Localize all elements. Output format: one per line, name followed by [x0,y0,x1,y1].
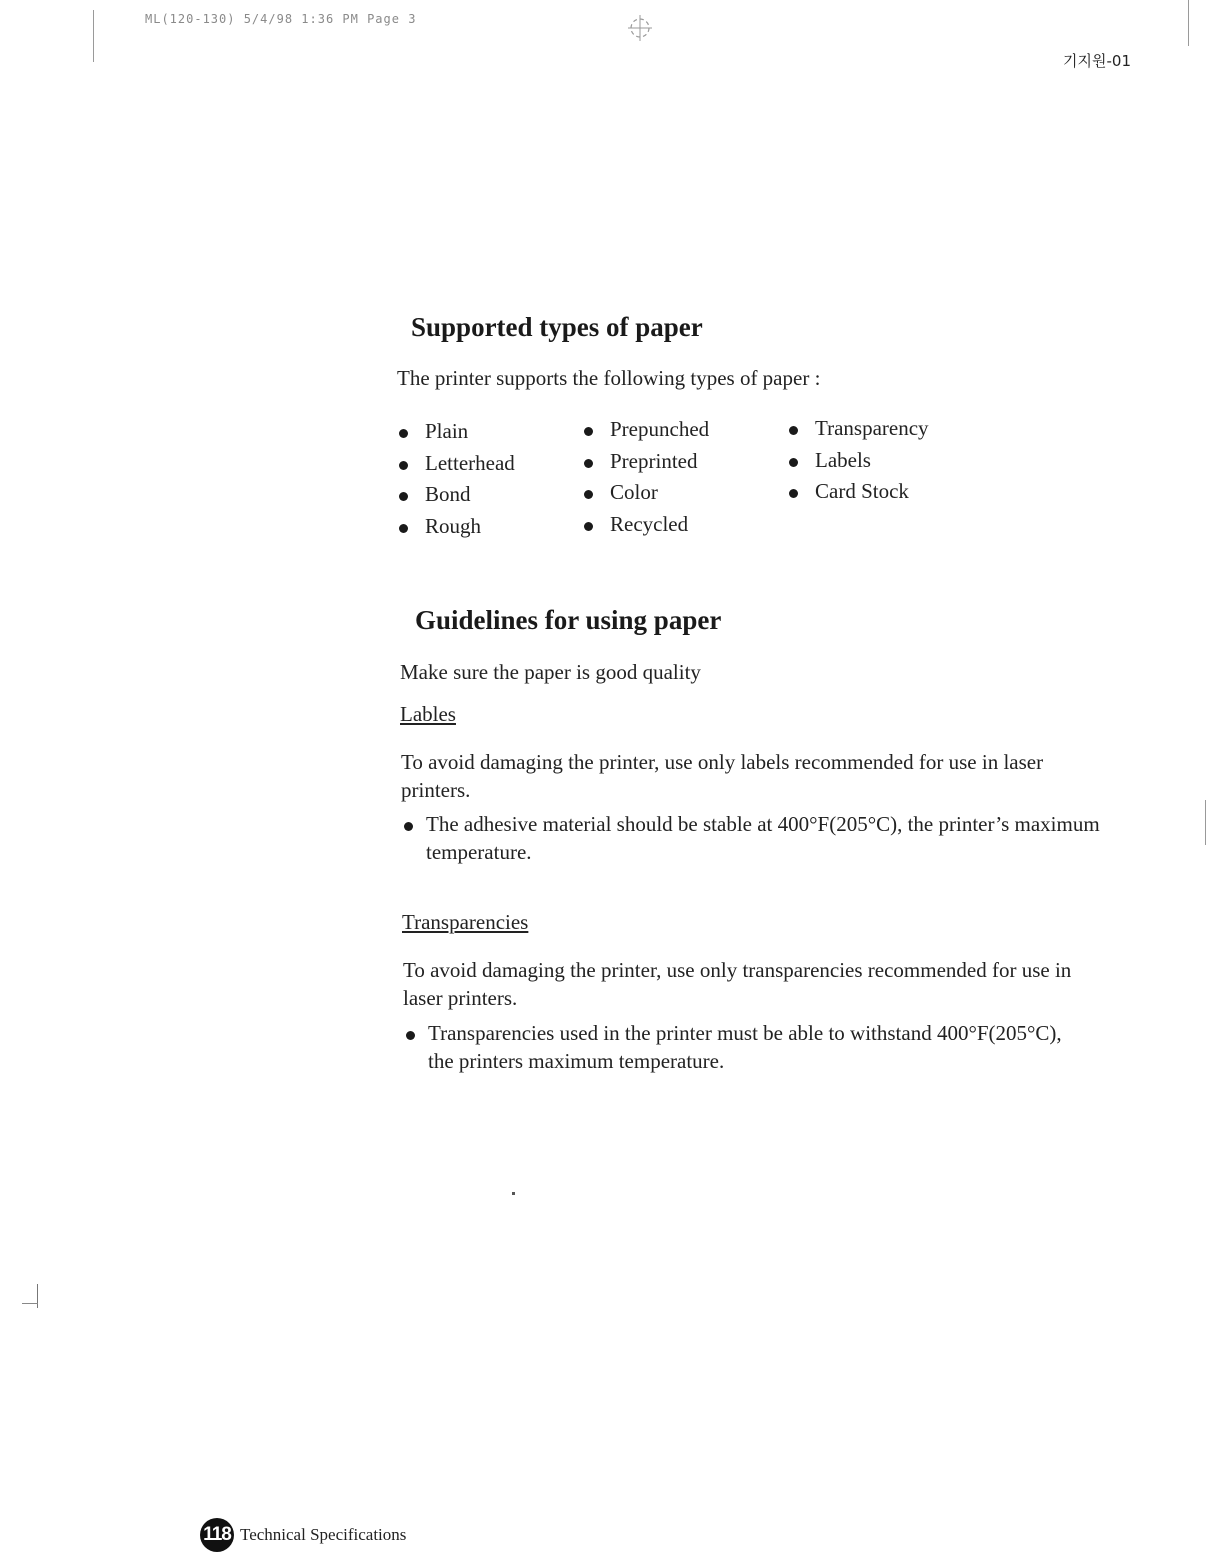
paper-type-column-1 [397,416,515,542]
footer-section-label: Technical Specifications [240,1525,407,1544]
supported-heading: Supported types of paper [411,312,703,342]
transparencies-bullet [404,1019,1068,1075]
labels-bullet [402,810,1126,866]
paper-type-item: Transparency [787,413,929,445]
supported-intro: The printer supports the following types of paper : [397,366,821,390]
paper-type-item: Preprinted [582,446,709,478]
transparencies-bullet-text: Transparencies used in the printer must be able to withstand 400°F(205°C), the printers maximum temperature. [428,1021,1062,1073]
page-number-badge: 118 [200,1518,234,1552]
page-footer [200,1518,406,1552]
paper-type-item: Bond [397,479,515,511]
paper-type-item: Color [582,477,709,509]
scan-edge-right [1188,0,1189,46]
scan-speck [37,1284,38,1308]
bullet-icon [404,822,413,831]
registration-mark-icon [625,12,655,42]
paper-type-column-3 [787,413,929,508]
transparencies-subheading: Transparencies [402,910,529,934]
guidelines-intro: Make sure the paper is good quality [400,660,701,684]
bullet-icon [406,1031,415,1040]
paper-type-item: Letterhead [397,448,515,480]
scan-file-info: ML(120-130) 5/4/98 1:36 PM Page 3 [145,12,417,26]
paper-type-column-2 [582,414,709,540]
guidelines-heading: Guidelines for using paper [415,605,722,635]
scan-speck [512,1192,515,1195]
transparencies-paragraph: To avoid damaging the printer, use only transparencies recommended for use in laser printers. [403,958,1072,1010]
paper-type-item: Plain [397,416,515,448]
paper-type-item: Recycled [582,509,709,541]
labels-bullet-text: The adhesive material should be stable at 400°F(205°C), the printer’s maximum temperature. [426,812,1100,864]
labels-paragraph: To avoid damaging the printer, use only labels recommended for use in laser printers. [401,750,1044,802]
scan-edge-left [93,10,94,62]
labels-subheading: Lables [400,702,456,726]
document-code: 기지원-01 [1063,52,1131,70]
paper-type-item: Labels [787,445,929,477]
paper-type-item: Rough [397,511,515,543]
paper-type-item: Prepunched [582,414,709,446]
paper-type-item: Card Stock [787,476,929,508]
scan-speck [22,1303,38,1304]
scan-speck [1205,800,1206,845]
